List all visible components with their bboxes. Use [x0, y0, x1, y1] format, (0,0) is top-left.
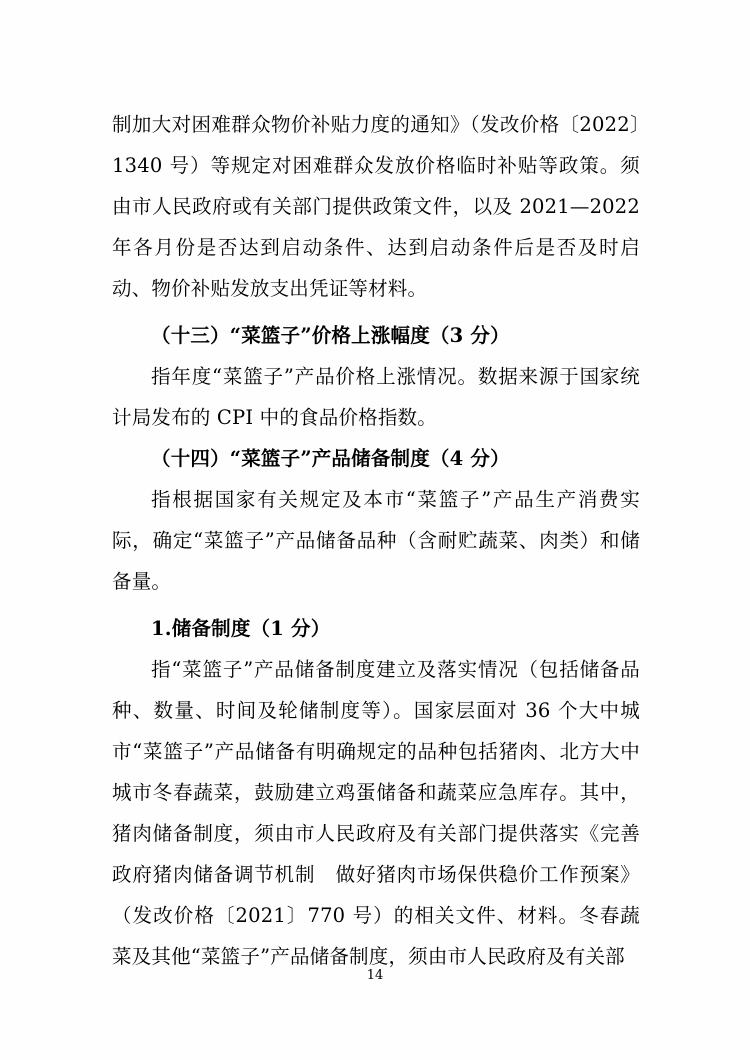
paragraph-reserve-subitem-1-body: 指“菜篮子”产品储备制度建立及落实情况（包括储备品种、数量、时间及轮储制度等）。国家层面对 36 个大中城市“菜篮子”产品储备有明确规定的品种包括猪肉、北方大中城市冬春蔬菜，鼓励建立鸡蛋储备和蔬菜应急库存。其中，猪肉储备制度，须由市人民政府及有关部门提供落实《完善政府猪肉储备调节机制 做好猪肉市场保供稳价工作预案》（发改价格〔2021〕770 号）的相关文件、材料。冬春蔬菜及其他“菜篮子”产品储备制度，须由市人民政府及有关部: [112, 658, 640, 968]
heading-reserve-system: （十四）“菜篮子”产品储备制度（4 分）: [151, 447, 510, 470]
paragraph-continued-subsidy: 制加大对困难群众物价补贴力度的通知》（发改价格〔2022〕1340 号）等规定对困难群众发放价格临时补贴等政策。须由市人民政府或有关部门提供政策文件，以及 2021—2022 年各月份是否达到启动条件、达到启动条件后是否及时启动、物价补贴发放支出凭证等材料。: [112, 113, 640, 300]
page-content: [112, 104, 640, 977]
page-number: 14: [366, 968, 384, 983]
heading-price-increase: （十三）“菜篮子”价格上涨幅度（3 分）: [151, 324, 510, 347]
paragraph-reserve-system-body: 指根据国家有关规定及本市“菜篮子”产品生产消费实际，确定“菜篮子”产品储备品种（含耐贮蔬菜、肉类）和储备量。: [112, 488, 640, 593]
paragraph-price-increase-body: 指年度“菜篮子”产品价格上涨情况。数据来源于国家统计局发布的 CPI 中的食品价格指数。: [112, 365, 640, 429]
heading-reserve-subitem-1: 1.储备制度（1 分）: [151, 617, 331, 640]
